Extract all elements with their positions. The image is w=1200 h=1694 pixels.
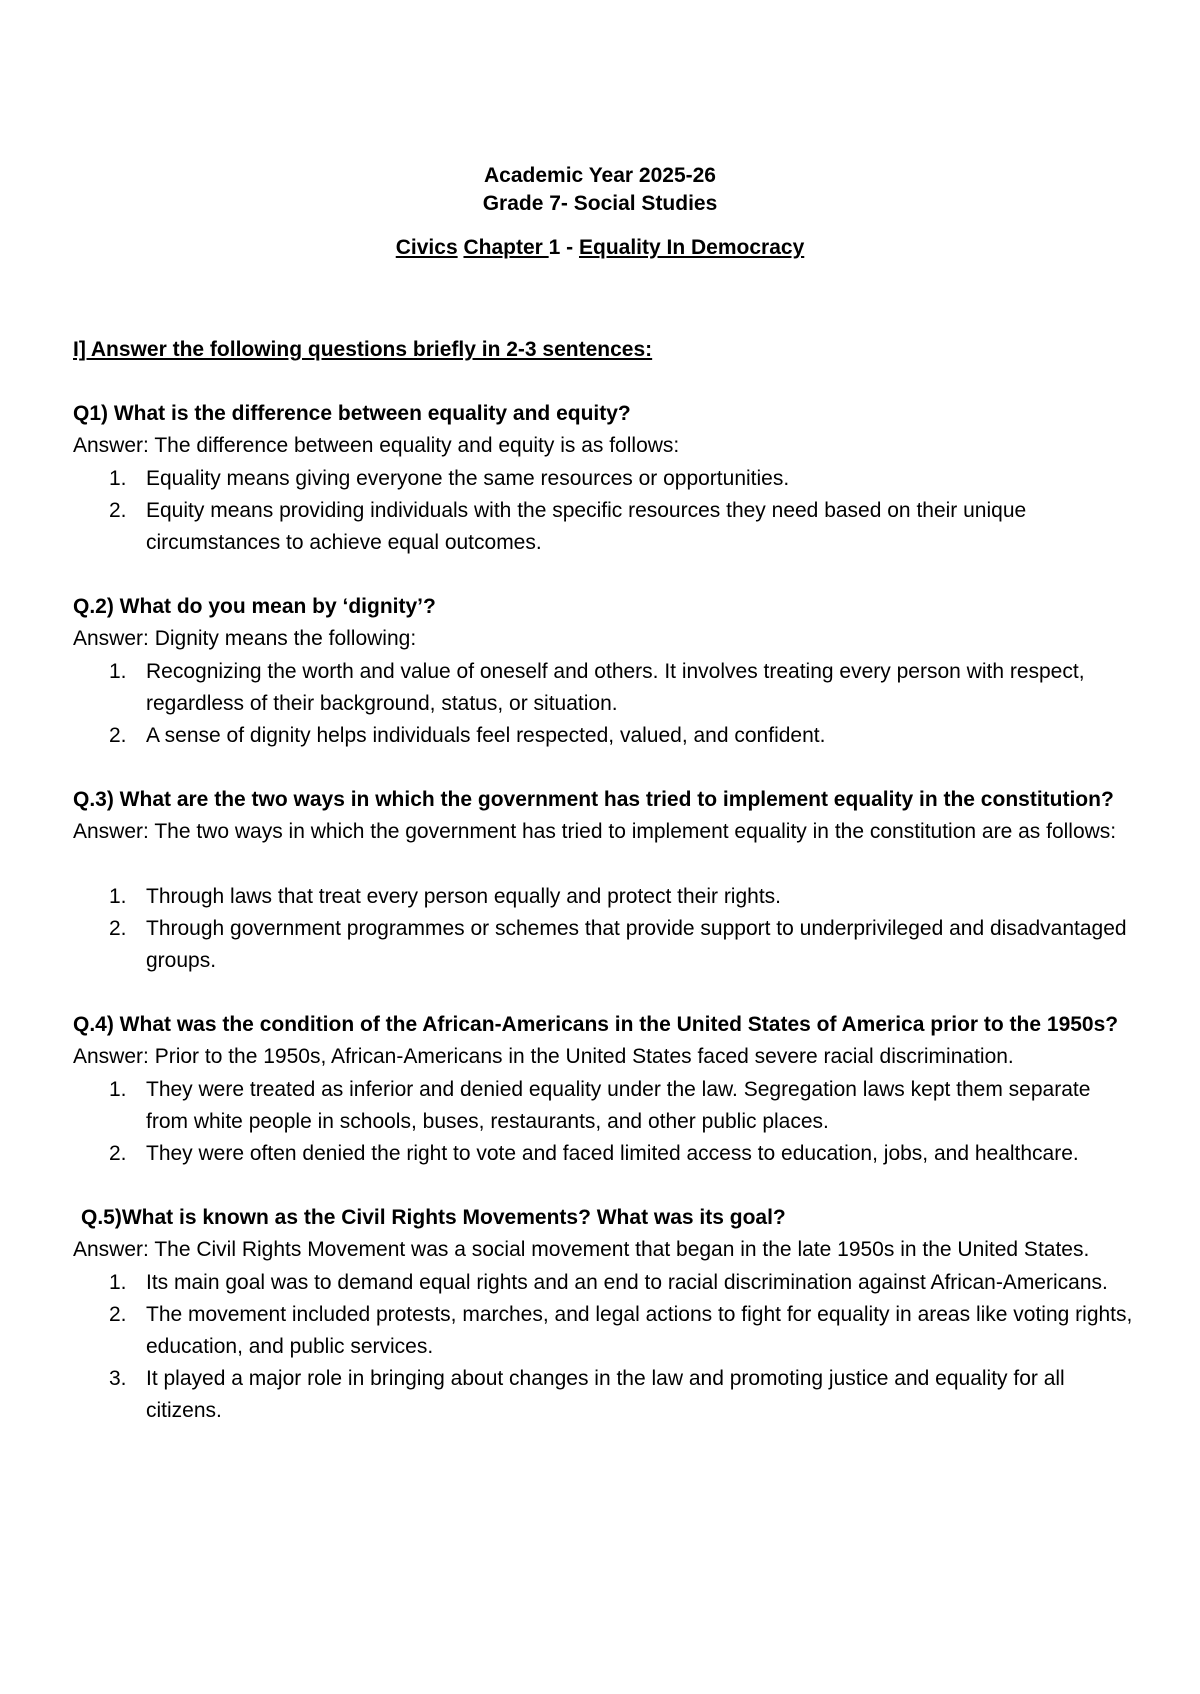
list-item-text: The movement included protests, marches, and legal actions to fight for equality in areas like voting rights, education, and public services. bbox=[146, 1302, 1133, 1359]
list-item bbox=[73, 720, 1133, 752]
answer-list bbox=[73, 656, 1133, 753]
list-marker: 2. bbox=[109, 498, 127, 522]
document-body bbox=[73, 334, 1133, 1428]
question-text: Q.4) What was the condition of the African-Americans in the United States of America prior to the 1950s? bbox=[73, 1013, 1119, 1037]
list-item bbox=[73, 1299, 1133, 1363]
chapter-title-civics: Civics bbox=[395, 236, 458, 259]
answer-list bbox=[73, 881, 1133, 978]
section-instruction: I] Answer the following questions briefly in 2-3 sentences: bbox=[73, 338, 653, 361]
list-item-text: Equity means providing individuals with the specific resources they need based on their unique circumstances to achieve equal outcomes. bbox=[146, 498, 1027, 555]
chapter-title-number: 1 - bbox=[548, 236, 579, 259]
list-item bbox=[73, 463, 1133, 495]
question-block-1 bbox=[73, 398, 1133, 559]
chapter-title-name: Equality In Democracy bbox=[579, 236, 805, 259]
question-block-3 bbox=[73, 784, 1133, 977]
list-marker: 1. bbox=[109, 466, 127, 490]
list-item-text: Its main goal was to demand equal rights and an end to racial discrimination against African-Americans. bbox=[146, 1270, 1108, 1294]
list-item bbox=[73, 1363, 1133, 1427]
list-item-text: They were treated as inferior and denied equality under the law. Segregation laws kept them separate from white people in schools, buses, restaurants, and other public places. bbox=[146, 1077, 1091, 1133]
list-item bbox=[73, 656, 1133, 720]
question-text: Q.3) What are the two ways in which the government has tried to implement equality in the constitution? bbox=[73, 788, 1114, 812]
list-marker: 1. bbox=[109, 884, 127, 908]
answer-intro: Answer: The Civil Rights Movement was a social movement that began in the late 1950s in the United States. bbox=[73, 1238, 1090, 1262]
list-marker: 1. bbox=[109, 1077, 127, 1101]
list-item bbox=[73, 1267, 1133, 1299]
document-header bbox=[0, 162, 1200, 262]
answer-list bbox=[73, 1267, 1133, 1428]
list-item bbox=[73, 913, 1133, 977]
list-marker: 1. bbox=[109, 1270, 127, 1294]
list-item-text: Recognizing the worth and value of oneself and others. It involves treating every person with respect, regardless of their background, status, or situation. bbox=[146, 659, 1085, 715]
question-text: Q.5)What is known as the Civil Rights Movements? What was its goal? bbox=[81, 1206, 786, 1230]
answer-list bbox=[73, 463, 1133, 560]
grade-subject: Grade 7- Social Studies bbox=[482, 192, 718, 215]
question-block-5 bbox=[73, 1202, 1133, 1427]
list-marker: 3. bbox=[109, 1367, 127, 1391]
question-text: Q.2) What do you mean by ‘dignity’? bbox=[73, 595, 436, 619]
answer-intro: Answer: The two ways in which the government has tried to implement equality in the constitution are as follows: bbox=[73, 820, 1117, 844]
list-marker: 2. bbox=[109, 724, 127, 748]
question-block-4 bbox=[73, 1009, 1133, 1170]
list-item-text: Through laws that treat every person equally and protect their rights. bbox=[146, 884, 782, 908]
list-item-text: They were often denied the right to vote and faced limited access to education, jobs, and healthcare. bbox=[146, 1142, 1079, 1166]
list-marker: 2. bbox=[109, 916, 127, 940]
list-marker: 2. bbox=[109, 1142, 127, 1166]
list-item-text: A sense of dignity helps individuals feel respected, valued, and confident. bbox=[146, 724, 826, 748]
chapter-title bbox=[0, 234, 1200, 262]
list-item-text: Equality means giving everyone the same resources or opportunities. bbox=[146, 466, 790, 490]
list-item bbox=[73, 881, 1133, 913]
list-marker: 2. bbox=[109, 1302, 127, 1326]
academic-year: Academic Year 2025-26 bbox=[484, 164, 716, 187]
list-item bbox=[73, 1074, 1133, 1138]
list-item-text: Through government programmes or schemes that provide support to underprivileged and disadvantaged groups. bbox=[146, 916, 1127, 973]
question-text: Q1) What is the difference between equality and equity? bbox=[73, 402, 631, 426]
list-marker: 1. bbox=[109, 659, 127, 683]
answer-intro: Answer: Prior to the 1950s, African-Americans in the United States faced severe racial discrimination. bbox=[73, 1045, 1014, 1069]
answer-intro: Answer: The difference between equality and equity is as follows: bbox=[73, 434, 680, 458]
list-item bbox=[73, 1138, 1133, 1170]
answer-list bbox=[73, 1074, 1133, 1171]
chapter-title-chapter: Chapter bbox=[463, 236, 549, 259]
answer-intro: Answer: Dignity means the following: bbox=[73, 627, 417, 651]
question-block-2 bbox=[73, 591, 1133, 752]
list-item bbox=[73, 495, 1133, 559]
list-item-text: It played a major role in bringing about changes in the law and promoting justice and equality for all citizens. bbox=[146, 1367, 1065, 1423]
